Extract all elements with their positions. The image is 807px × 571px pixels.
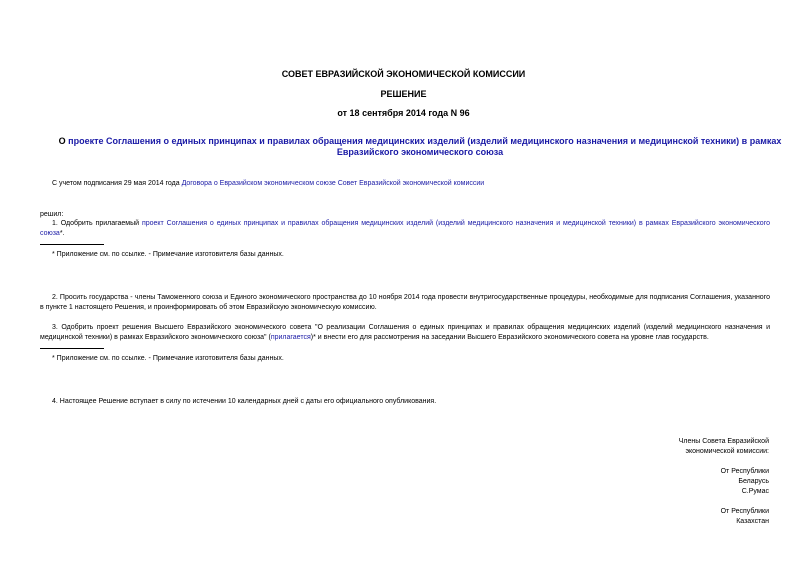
treaty-link[interactable]: Договора о Евразийском экономическом союзе Совет Евразийской экономической комиссии — [181, 180, 485, 187]
members-line-2: экономической комиссии: — [685, 448, 769, 455]
doc-subject — [40, 136, 800, 158]
item-4: 4. Настоящее Решение вступает в силу по истечении 10 календарных дней с даты его официального опубликования. — [52, 398, 437, 405]
footnote-2: * Приложение см. по ссылке. - Примечание изготовителя базы данных. — [52, 355, 284, 362]
belarus-line-2: Беларусь — [738, 478, 769, 485]
decided-label: решил: — [40, 211, 64, 218]
footnote-divider-2 — [40, 348, 104, 349]
council-title: СОВЕТ ЕВРАЗИЙСКОЙ ЭКОНОМИЧЕСКОЙ КОМИССИИ — [281, 69, 526, 79]
item-1-prefix: 1. Одобрить прилагаемый — [52, 220, 142, 227]
subject-link[interactable]: проекте Соглашения о единых принципах и правилах обращения медицинских изделий (изделий медицинского назначения и медицинской техники) в рамках Евразийского экономического союза — [68, 136, 782, 157]
belarus-signatory: С.Румас — [741, 488, 769, 495]
doc-date: от 18 сентября 2014 года N 96 — [337, 108, 470, 118]
item-3 — [40, 323, 770, 343]
agreement-link[interactable]: проект Соглашения о единых принципах и правилах обращения медицинских изделий (изделий медицинского назначения и медицинской техники) в рамках Евразийского экономического союза — [40, 220, 770, 237]
item-1 — [40, 219, 770, 239]
preamble — [52, 179, 484, 189]
members-line-1: Члены Совета Евразийской — [678, 438, 769, 445]
attached-link[interactable]: прилагается — [270, 334, 311, 341]
footnote-divider-1 — [40, 244, 104, 245]
kazakhstan-line-2: Казахстан — [736, 518, 769, 525]
kazakhstan-line-1: От Республики — [720, 508, 769, 515]
subject-prefix: О — [58, 136, 69, 146]
item-3-suffix: )* и внести его для рассмотрения на заседании Высшего Евразийского экономического совета на уровне глав государств. — [310, 334, 709, 341]
belarus-line-1: От Республики — [720, 468, 769, 475]
item-1-suffix: *. — [59, 230, 65, 237]
item-2: 2. Просить государства - члены Таможенного союза и Единого экономического пространства до 10 ноября 2014 года провести внутригосударственные процедуры, необходимые для подписания Соглашения, указанного в пункте 1 настоящего Решения, и проинформировать об этом Евразийскую экономическую комиссию. — [40, 294, 770, 311]
doc-type: РЕШЕНИЕ — [380, 89, 427, 99]
item-3-prefix: 3. Одобрить проект решения Высшего Евразийского экономического совета "О реализации Соглашения о единых принципах и правилах обращения медицинских изделий (изделий медицинского назначения и медицинской техники) в рамках Евразийского экономического союза" ( — [40, 324, 770, 341]
preamble-text: С учетом подписания 29 мая 2014 года — [52, 180, 182, 187]
footnote-1: * Приложение см. по ссылке. - Примечание изготовителя базы данных. — [52, 251, 284, 258]
